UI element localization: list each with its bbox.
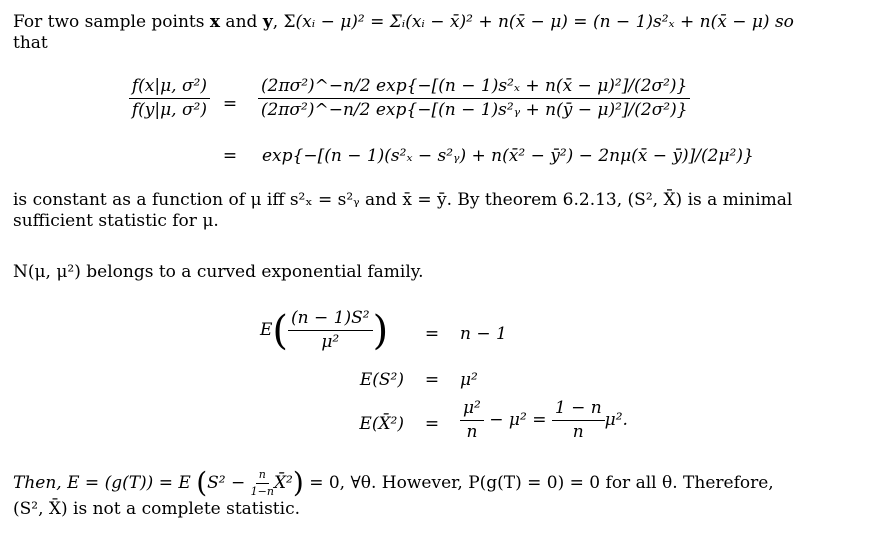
expect-r2-lhs: E(S²) <box>359 370 404 390</box>
intro-and: and <box>220 12 263 32</box>
expect-r3-rhs <box>460 398 628 444</box>
expect-r3-mid: − μ² = <box>483 410 552 431</box>
conclusion-left-paren-icon: ( <box>196 466 208 500</box>
expect-r2-eq: = <box>424 370 440 390</box>
ratio-eq-2: = <box>222 146 238 166</box>
intro-paragraph <box>13 12 886 55</box>
expect-r2-rhs: μ² <box>460 370 478 390</box>
expect-r3-frac-den: n <box>466 422 478 443</box>
conclusion-paragraph <box>13 468 886 520</box>
intro-var-y: y <box>262 12 273 32</box>
ratio-lhs-num: f(x|μ, σ²) <box>129 76 210 99</box>
expect-r3-lhs: E(X̄²) <box>359 414 404 434</box>
expect-r1-E: E <box>260 320 273 341</box>
conclusion-frac-num: n <box>256 468 269 484</box>
intro-line2: that <box>13 33 48 54</box>
ratio-rhs-2: exp{−[(n − 1)(s²ₓ − s²ᵧ) + n(x̄² − ȳ²) − 2nμ(x̄ − ȳ)]/(2μ²)} <box>262 146 754 166</box>
intro-expression: (xᵢ − μ)² = Σᵢ(xᵢ − x̄)² + n(x̄ − μ) = (n − 1)s²ₓ + n(x̄ − μ) so <box>295 12 794 32</box>
constant-line1: is constant as a function of μ iff s²ₓ = s²ᵧ and x̄ = ȳ. By theorem 6.2.13, (S², X̄) is a minimal <box>13 190 793 210</box>
conclusion-inner-a: S² − <box>207 472 251 493</box>
expect-r3-frac2-den: n <box>572 422 584 443</box>
ratio-eq-1: = <box>222 94 238 114</box>
expect-r3-eq: = <box>424 414 440 434</box>
ratio-lhs <box>100 76 210 122</box>
ratio-rhs1-num: (2πσ²)^−n/2 exp{−[(n − 1)s²ₓ + n(x̄ − μ)²]/(2σ²)} <box>258 76 690 99</box>
conclusion-frac-den: 1−n <box>250 484 274 498</box>
intro-var-x: x <box>209 12 221 32</box>
conclusion-right-paren-icon: ) <box>292 466 304 500</box>
ratio-rhs1-den: (2πσ²)^−n/2 exp{−[(n − 1)s²ᵧ + n(ȳ − μ)²]/(2σ²)} <box>260 100 688 121</box>
curved-line: N(μ, μ²) belongs to a curved exponential family. <box>13 262 424 282</box>
expect-r3-tail: μ². <box>604 410 628 431</box>
ratio-rhs-1 <box>258 76 690 122</box>
constant-paragraph <box>13 190 886 233</box>
conclusion-frac <box>251 468 274 499</box>
conclusion-a: Then, E = (g(T)) = E <box>13 472 197 493</box>
expect-r1-num: (n − 1)S² <box>288 308 373 331</box>
ratio-lhs-den: f(y|μ, σ²) <box>131 100 207 121</box>
conclusion-line2: (S², X̄) is not a complete statistic. <box>13 498 300 519</box>
intro-text-b: , Σ <box>272 12 296 32</box>
left-paren-icon: ( <box>272 307 289 354</box>
conclusion-line1 <box>13 468 886 499</box>
right-paren-icon: ) <box>372 307 389 354</box>
expect-r3-frac-num: μ² <box>460 398 484 421</box>
expect-r3-frac2-num: 1 − n <box>552 398 605 421</box>
conclusion-b: = 0, ∀θ. However, P(g(T) = 0) = 0 for all θ. Therefore, <box>303 472 774 493</box>
expect-r1-eq: = <box>424 324 440 344</box>
conclusion-inner-b: X̄² <box>273 472 293 493</box>
expect-row1-lhs <box>260 308 388 354</box>
expect-r1-den: μ² <box>321 332 340 353</box>
intro-text-a: For two sample points <box>13 12 210 32</box>
expect-r1-rhs: n − 1 <box>460 324 507 344</box>
constant-line2: sufficient statistic for μ. <box>13 211 219 232</box>
